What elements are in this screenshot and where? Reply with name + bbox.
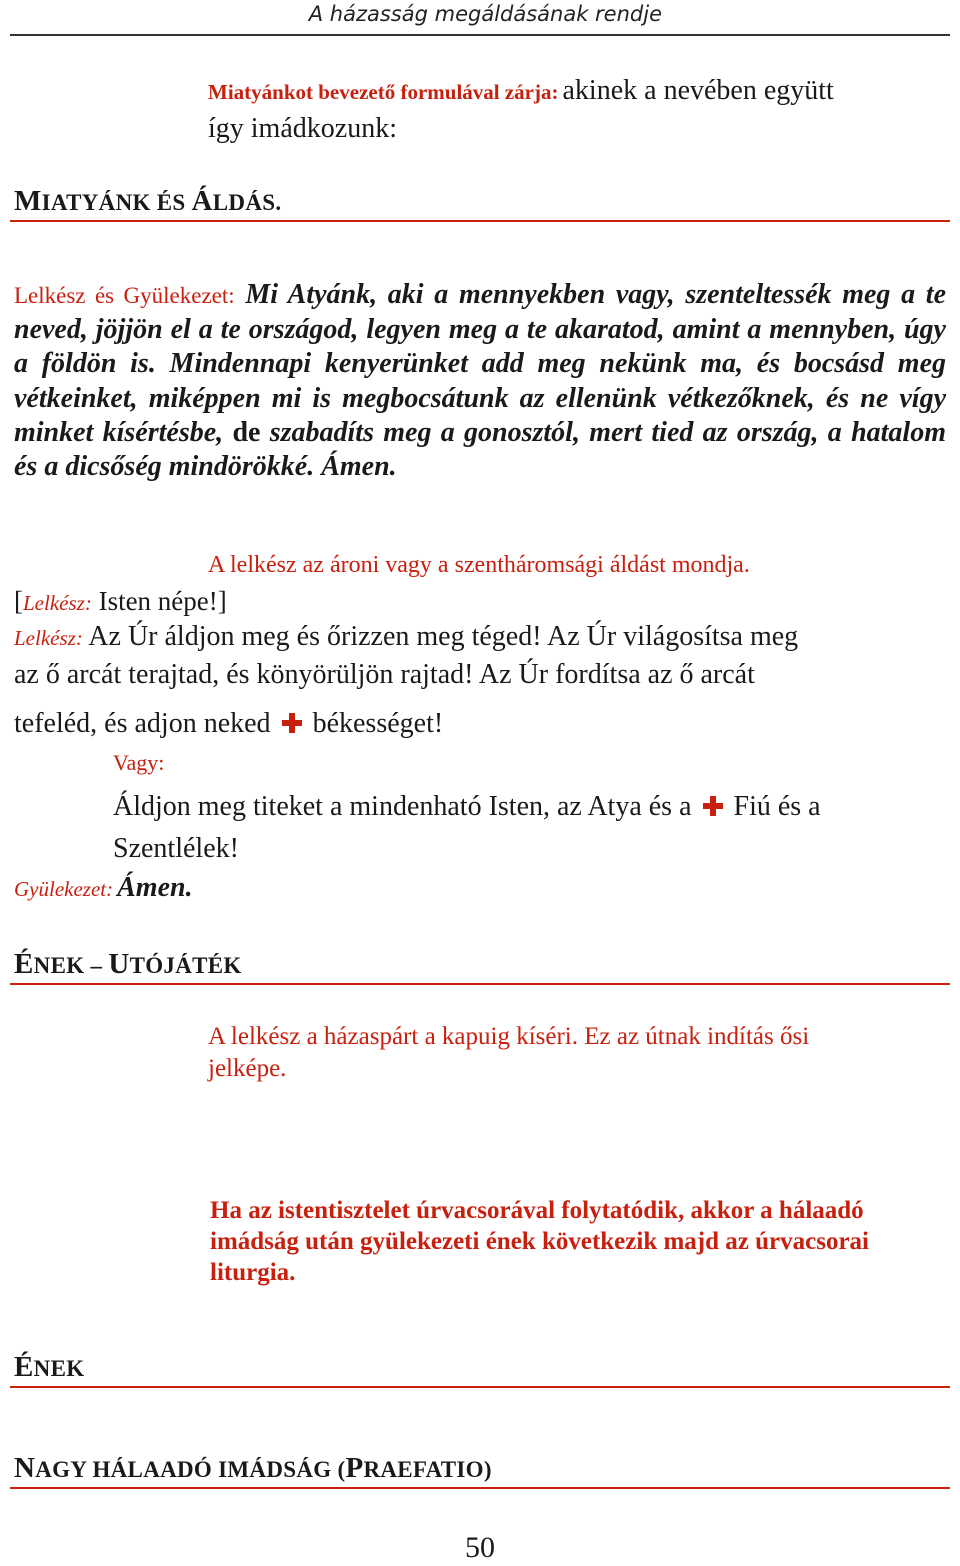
bracket-text: Isten népe!] xyxy=(98,586,227,616)
postlude-rubric: A lelkész a házaspárt a kapuig kíséri. Ez az útnak indítás ősi jelképe. xyxy=(208,1023,810,1082)
intro-rubric-label: Miatyánkot bevezető formulával zárja: xyxy=(208,80,559,104)
blessing-rubric: A lelkész az ároni vagy a szentháromsági áldást mondja. xyxy=(208,552,750,578)
congregation-label: Gyülekezet: xyxy=(14,877,114,901)
blessing-speaker-label: Lelkész: xyxy=(14,626,83,650)
section-heading-praefatio: NAGY HÁLAADÓ IMÁDSÁG (PRAEFATIO) xyxy=(14,1452,492,1484)
red-cross-icon xyxy=(703,796,723,816)
alt-blessing-line-1: Áldjon meg titeket a mindenható Isten, az Atya és a Fiú és a xyxy=(113,791,821,822)
blessing-line-2: az ő arcát terajtad, és könyörüljön rajtad! Az Úr fordítsa az ő arcát xyxy=(14,659,755,690)
page-number: 50 xyxy=(465,1531,495,1564)
prayer-speaker-label: Lelkész és Gyülekezet: xyxy=(14,283,235,308)
prayer-text-de: de xyxy=(232,416,261,448)
blessing-line-1: Lelkész: Az Úr áldjon meg és őrizzen meg téged! Az Úr világosítsa meg xyxy=(14,621,799,652)
congregation-amen xyxy=(14,870,193,910)
intro-rubric xyxy=(208,74,948,150)
bracket-line: [Lelkész: Isten népe!] xyxy=(14,586,227,616)
header-rule xyxy=(10,34,950,36)
section-rule-3 xyxy=(10,1386,950,1388)
section-rule-2 xyxy=(10,983,950,985)
section-rule-4 xyxy=(10,1487,950,1489)
or-label: Vagy: xyxy=(113,750,165,775)
running-header: A házasság megáldásának rendje xyxy=(308,2,662,26)
amen-text: Ámen. xyxy=(117,872,193,903)
section-heading-hymn-postlude: ÉNEK – UTÓJÁTÉK xyxy=(14,948,242,980)
intro-rubric-text-1: akinek a nevében együtt xyxy=(562,75,834,106)
lords-prayer-paragraph xyxy=(14,278,946,484)
prayer-text-part1: Mi Atyánk, aki a mennyekben vagy, szenteltessék meg a te neved, jöjjön el a te országod, legyen meg a te akaratod, amint a mennyben, úgy a földön is. Mindennapi kenyerünket add meg nekünk ma, és bocsásd meg vétkeinket, miképpen mi is megbocsátunk az ellenünk vétkezőknek, és ne vígy minket kísértésbe, xyxy=(14,279,946,448)
prayer-text-part2: szabadíts meg a gonosztól, mert tied az ország, a hatalom és a dicsőség mindörökké. Ámen. xyxy=(14,416,946,483)
communion-note: Ha az istentisztelet úrvacsorával folytatódik, akkor a hálaadó imádság után gyülekezeti ének következik majd az úrvacsorai liturgia. xyxy=(210,1197,869,1286)
section-rule-1 xyxy=(10,220,950,222)
intro-rubric-text-2: így imádkozunk: xyxy=(208,113,397,144)
blessing-line-3: tefeléd, és adjon neked békességet! xyxy=(14,708,444,739)
red-cross-icon xyxy=(282,713,302,733)
section-heading-hymn: ÉNEK xyxy=(14,1351,85,1383)
alt-blessing-line-2: Szentlélek! xyxy=(113,833,239,864)
section-heading-lords-prayer: MIATYÁNK ÉS ÁLDÁS. xyxy=(14,185,282,217)
bracket-speaker-label: Lelkész: xyxy=(23,591,92,615)
